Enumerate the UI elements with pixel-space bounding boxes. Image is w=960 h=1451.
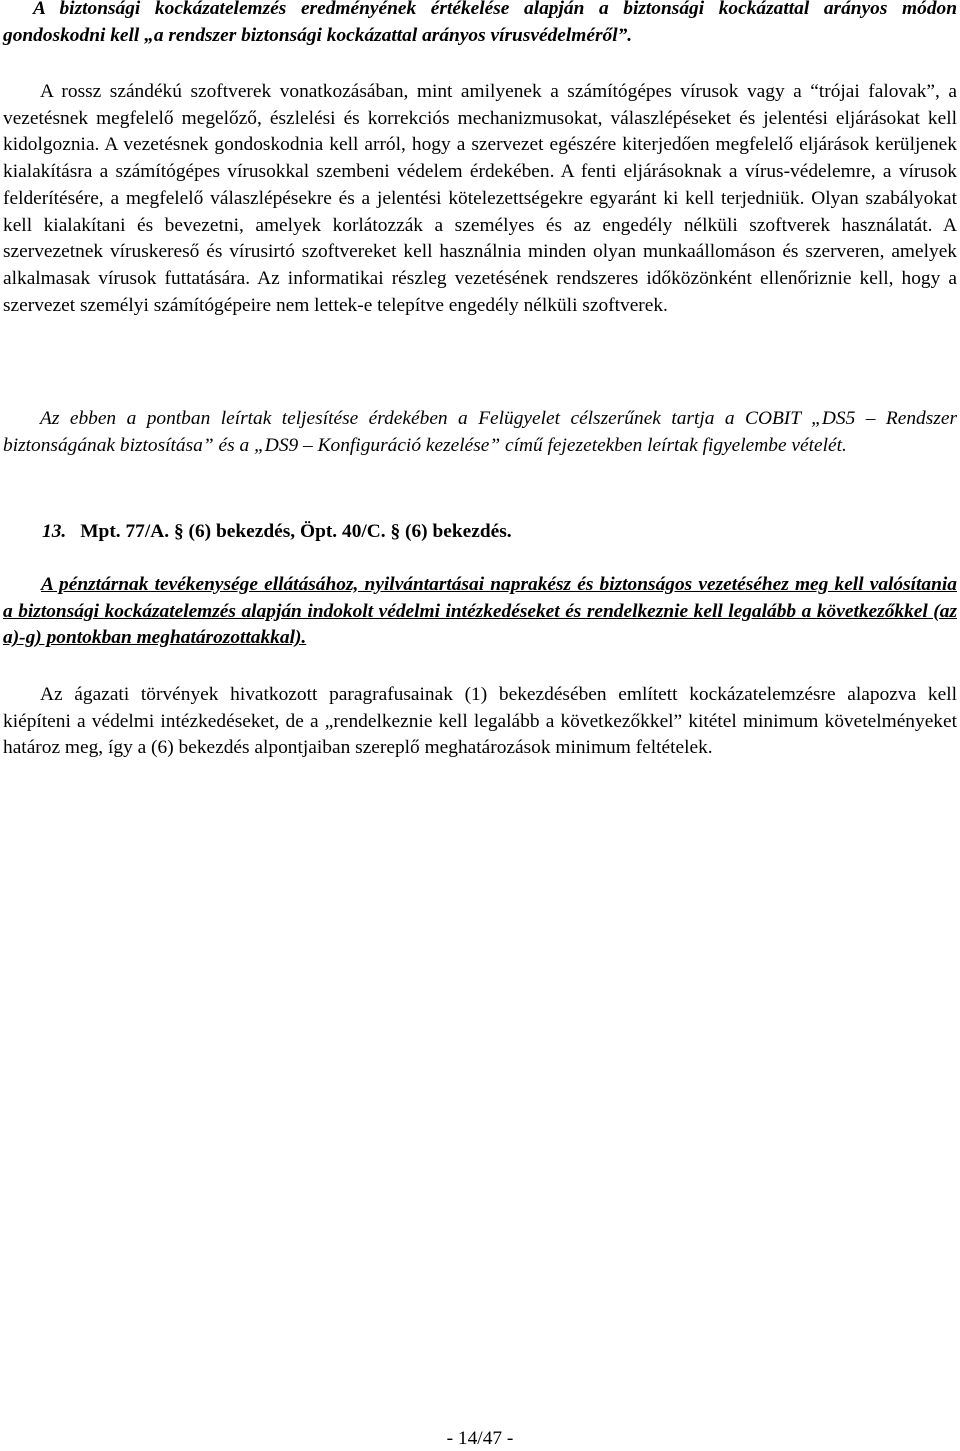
intro-paragraph: A biztonsági kockázatelemzés eredményének értékelése alapján a biztonsági kockázattal arányos módon gondoskodni kell „a rendszer biztonsági kockázattal arányos vírusvédelméről”.: [3, 0, 957, 46]
virus-protection-paragraph: A rossz szándékú szoftverek vonatkozásában, mint amilyenek a számítógépes vírusok vagy a “trójai falovak”, a vezetésnek megfelelő megelőző, észlelési és korrekciós mechanizmusokat, válaszlépéseket és jelentési eljárásokat kell kidolgoznia. A vezetésnek gondoskodnia kell arról, hogy a szervezet egészére kiterjedően megfelelő eljárások kerüljenek kialakításra a számítógépes vírusokkal szembeni védelem érdekében. A fenti eljárásoknak a vírus-védelemre, a vírusok felderítésére, a megfelelő válaszlépésekre és a jelentési kötelezettségekre egyaránt ki kell terjedniük. Olyan szabályokat kell kialakítani és bevezetni, amelyek korlátozzák a személyes és az engedély nélküli szoftverek használatát. A szervezetnek víruskereső és vírusirtó szoftvereket kell használnia minden olyan munkaállomáson és szerveren, amelyek alkalmasak vírusok futtatására. Az informatikai részleg vezetésének rendszeres időközönként ellenőriznie kell, hogy a szervezet személyi számítógépeire nem lettek-e telepítve engedély nélküli szoftverek.: [3, 81, 957, 316]
section-number: 13.: [42, 521, 67, 542]
explanation-paragraph: Az ágazati törvények hivatkozott paragrafusainak (1) bekezdésében említett kockázatelemzésre alapozva kell kiépíteni a védelmi intézkedéseket, de a „rendelkeznie kell legalább a következőkkel” kitétel minimum követelményeket határoz meg, így a (6) bekezdés alpontjaiban szereplő meghatározások minimum feltételek.: [3, 684, 957, 759]
page-number: - 14/47 -: [446, 1428, 514, 1449]
section-heading: [42, 519, 512, 545]
requirement-paragraph: [3, 572, 957, 652]
cobit-note-paragraph: Az ebben a pontban leírtak teljesítése érdekében a Felügyelet célszerűnek tartja a COBIT „DS5 – Rendszer biztonságának biztosítása” és a „DS9 – Konfiguráció kezelése” című fejezetekben leírtak figyelembe vételét.: [3, 408, 957, 456]
requirement-text: A pénztárnak tevékenysége ellátásához, nyilvántartásai naprakész és biztonságos vezetéséhez meg kell valósítania a biztonsági kockázatelemzés alapján indokolt védelmi intézkedéseket és rendelkeznie kell legalább a következőkkel (az a)-g) pontokban meghatározottakkal).: [3, 574, 957, 649]
section-title: Mpt. 77/A. § (6) bekezdés, Öpt. 40/C. § (6) bekezdés.: [80, 521, 512, 542]
